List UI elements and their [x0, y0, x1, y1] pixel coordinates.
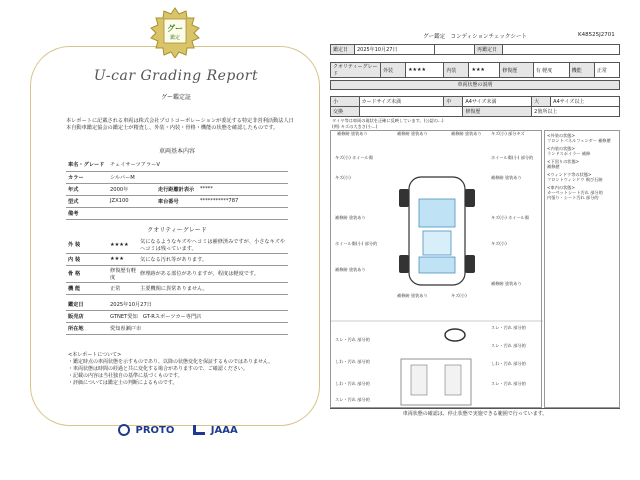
note-line: <ウィンドウ等の状態>	[547, 172, 592, 177]
table-row	[66, 207, 288, 219]
cell: 内装	[444, 63, 469, 78]
table-row	[66, 323, 288, 335]
basic-info-section	[66, 146, 288, 335]
damage-label: キズ(小) ホイール傷	[335, 155, 373, 160]
table-row	[331, 45, 620, 55]
row-value: シルバーM	[108, 171, 288, 183]
svg-text:鑑定: 鑑定	[169, 35, 181, 41]
cell	[359, 107, 463, 117]
table-row	[331, 97, 620, 107]
note-item: ・鑑定時点の車両状態を示すものであり、以降の状態変化を保証するものではありません。	[68, 359, 274, 365]
table-row	[66, 183, 288, 195]
jaaa-logo-icon	[193, 425, 205, 435]
grade-label: 外 装	[66, 237, 108, 254]
cell: カードサイズ未満	[359, 97, 444, 107]
cell: 鑑定日	[331, 45, 355, 55]
interior-label: しわ・汚れ 部分的	[335, 381, 370, 386]
condition-notes	[544, 130, 620, 408]
cell: 正常	[594, 63, 619, 78]
note-line: <外装の状態>	[547, 133, 575, 138]
report-notes	[68, 352, 288, 387]
damage-label: 補修跡 塗装あり	[397, 131, 428, 136]
grade-desc: 気になる汚れ等があります。	[138, 253, 288, 265]
note-line: <内装の状態>	[547, 146, 575, 151]
cell: A4サイズ以上	[551, 97, 620, 107]
grade-stars: ★★★	[108, 253, 138, 265]
sheet-title: グー鑑定 コンディションチェックシート	[423, 34, 527, 40]
date-value: 2025年10月27日	[108, 299, 288, 311]
damage-label: ホイール傷(小) 部分的	[491, 155, 534, 160]
row-label: 備考	[66, 207, 108, 219]
address-value: 愛知県瀬戸市	[108, 323, 288, 335]
report-title: U-car Grading Report	[93, 68, 259, 84]
table-row	[66, 171, 288, 183]
row-label: 車名・グレード	[66, 159, 108, 171]
cell: 中	[444, 97, 463, 107]
basic-info-table	[66, 159, 288, 220]
note-item: ・車両状態は時間の経過と共に変化する場合がありますので、ご確認ください。	[68, 366, 248, 372]
basic-info-heading: 車両基本内容	[158, 148, 195, 155]
grade-desc: 主要機関に異常ありません。	[138, 282, 288, 294]
cell: 交換	[331, 107, 360, 117]
goo-badge-icon	[149, 6, 201, 58]
legend-line-2: (例) キズの大きさ(小...)	[332, 124, 378, 129]
row-label: 型式	[66, 195, 108, 207]
shop-value: GTNET愛知 GT-Rスポーツカー専門店	[108, 311, 288, 323]
damage-label: 補修跡 塗装あり	[337, 131, 368, 136]
cell: 有 軽度	[533, 63, 569, 78]
cell: 小	[331, 97, 360, 107]
table-row	[66, 159, 288, 171]
cell	[503, 45, 620, 55]
cell: 2025年10月27日	[355, 45, 435, 55]
legend-line-1: タイヤ等は車両の現状を正確に反映しています。(公認の...)	[332, 118, 444, 123]
sheet-bottom-note: 車両状態の確認は、停止状態で実施できる範囲で行っています。	[330, 408, 620, 417]
cell: 機能	[569, 63, 594, 78]
damage-label: 補修跡 塗装あり	[491, 281, 522, 286]
damage-label: 補修跡 塗装あり	[491, 175, 522, 180]
damage-label: キズ(小)	[491, 241, 507, 246]
cell: 外装	[381, 63, 406, 78]
svg-text:グー: グー	[167, 24, 183, 33]
cell: 2箇所以上	[532, 107, 620, 117]
row-value: *****	[198, 183, 288, 195]
table-row	[331, 63, 620, 78]
grade-stars: 修復歴有軽度	[108, 265, 138, 282]
proto-logo-icon	[118, 424, 130, 436]
cell: A4サイズ未満	[463, 97, 532, 107]
certificate-name: グー鑑定証	[160, 94, 191, 101]
logo-bar	[118, 424, 268, 436]
grade-desc: 気になるようなキズやヘコミは補修済みですが、小さなキズやヘコミは残っています。	[138, 237, 288, 254]
grading-certificate	[46, 6, 306, 446]
grade-label: 内 装	[66, 253, 108, 265]
row-label: カラー	[66, 171, 108, 183]
cell: 再鑑定日	[475, 45, 503, 55]
grade-label: 骨 格	[66, 265, 108, 282]
row-value: 2000年	[108, 183, 156, 195]
table-row	[66, 282, 288, 294]
note-line: 補修歴	[547, 164, 560, 169]
cell	[435, 45, 475, 55]
interior-label: スレ・汚れ 部分的	[491, 381, 526, 386]
row-value: JZX100	[108, 195, 156, 207]
sheet-id: K48525J2701	[578, 32, 615, 38]
note-item: ・記載の内容は当社独自の基準に基づくものです。	[68, 373, 183, 379]
grade-desc: 修理跡がある部位がありますが、程度は軽度です。	[138, 265, 288, 282]
table-row	[66, 265, 288, 282]
damage-label: キズ(小) 部分キズ	[491, 131, 525, 136]
note-line: <車内の状態>	[547, 185, 575, 190]
note-line: 内張り・シート汚れ 部分的	[547, 195, 599, 200]
interior-label: しわ・汚れ 部分的	[335, 359, 370, 364]
damage-label: 補修跡 塗装あり	[335, 215, 366, 220]
cell: ★★★★	[406, 63, 444, 78]
row-label: 年式	[66, 183, 108, 195]
interior-label: スレ・汚れ 部分的	[491, 325, 526, 330]
size-legend	[330, 96, 620, 117]
cell: クオリティーグレード	[331, 63, 381, 78]
damage-label: キズ(小) ホイール傷	[491, 215, 529, 220]
proto-logo: PROTO	[135, 425, 175, 436]
interior-label: しわ・汚れ 部分的	[491, 361, 526, 366]
damage-label: キズ(小)	[335, 175, 351, 180]
damage-label: 補修跡 塗装あり	[397, 293, 428, 298]
grade-label: 機 能	[66, 282, 108, 294]
damage-label: ホイール傷(小) 部分的	[335, 241, 378, 246]
row-label: 走行距離計表示	[156, 183, 198, 195]
row-label: 車台番号	[156, 195, 198, 207]
interior-label: スレ・汚れ 部分的	[335, 397, 370, 402]
row-value	[108, 207, 288, 219]
table-row	[66, 195, 288, 207]
grade-heading: クオリティーグレード	[147, 226, 207, 234]
cell: 大	[532, 97, 551, 107]
sheet-header-grade	[330, 62, 620, 78]
table-row	[66, 253, 288, 265]
note-item: ・評価については鑑定士の判断によるものです。	[68, 380, 178, 386]
notes-title: <本レポートについて>	[68, 352, 122, 358]
table-row	[66, 299, 288, 311]
row-value: ***********787	[198, 195, 288, 207]
panel-heading: 車両状態の説明	[330, 80, 620, 90]
table-row	[66, 237, 288, 254]
grade-stars: ★★★★	[108, 237, 138, 254]
interior-label: スレ・汚れ 部分的	[335, 337, 370, 342]
note-line: ランドスポイラー 補修	[547, 151, 591, 156]
note-line: カーペットシート汚れ 部分的	[547, 190, 603, 195]
damage-label: 補修跡 塗装あり	[451, 131, 482, 136]
grade-stars: 正常	[108, 282, 138, 294]
jaaa-logo: JAAA	[210, 425, 238, 436]
sheet-header-date	[330, 44, 620, 55]
damage-label: キズ(小)	[451, 293, 467, 298]
date-label: 鑑定日	[66, 299, 108, 311]
cell: ★★★	[469, 63, 500, 78]
car-diagram	[330, 130, 542, 408]
shop-label: 販売店	[66, 311, 108, 323]
table-row	[66, 311, 288, 323]
row-value: チェイサーツアラーV	[108, 159, 288, 171]
note-line: フロントパネルフェンダー 補修歴	[547, 138, 611, 143]
intro-text: 本レポートに記載される車両は株式会社プロトコーポレーションが委託する特定非営利活動法人日本自動車鑑定協会の鑑定士が精査し、外装・内装・骨格・機能の状態を確認したものです。	[66, 118, 294, 132]
damage-label: 補修跡 塗装あり	[335, 267, 366, 272]
interior-label: スレ・汚れ 部分的	[491, 343, 526, 348]
table-row	[331, 107, 620, 117]
grade-table	[66, 237, 288, 295]
note-line: <下回りの状態>	[547, 159, 580, 164]
address-label: 所在地	[66, 323, 108, 335]
note-line: フロントウィンドウ 飛び石跡	[547, 177, 603, 182]
cell: 修復歴	[463, 107, 532, 117]
shop-table	[66, 299, 288, 336]
cell: 修復歴	[500, 63, 533, 78]
